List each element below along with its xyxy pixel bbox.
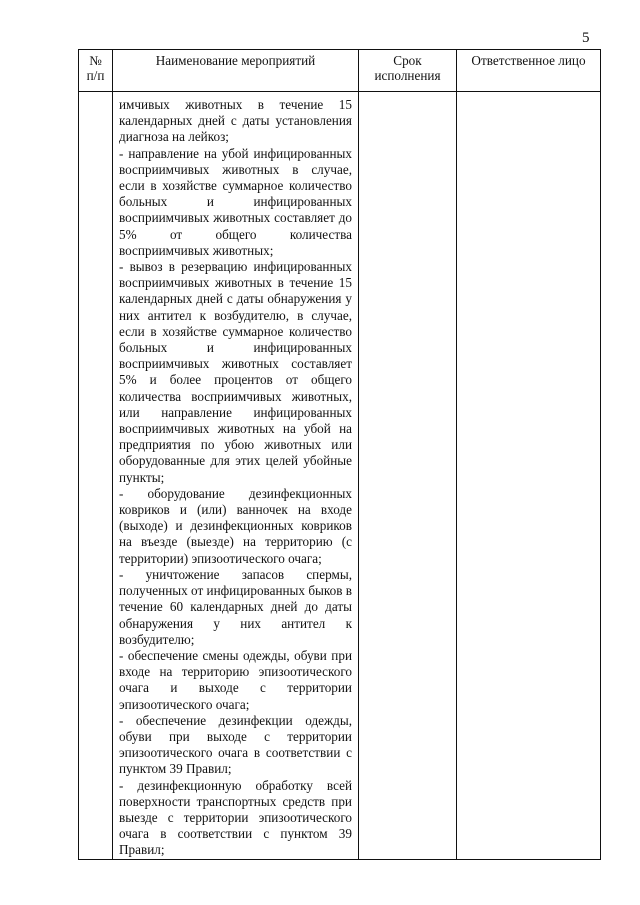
header-term xyxy=(359,50,457,92)
header-term-line1: Срок xyxy=(393,53,422,68)
measure-paragraph: - оборудование дезинфекционных ковриков и (или) ванночек на входе (выходе) и дезинфекционных ковриков на въезде (выезде) на территорию (с территории) эпизоотического очага; xyxy=(119,485,352,566)
header-number-line2: п/п xyxy=(86,68,105,83)
cell-responsible xyxy=(457,92,601,860)
measure-paragraph: - обеспечение дезинфекции одежды, обуви при выходе с территории эпизоотического очага в соответствии с пунктом 39 Правил; xyxy=(119,712,352,777)
table-row xyxy=(79,92,601,860)
header-number-line1: № xyxy=(89,53,102,68)
measures-text xyxy=(113,92,358,859)
header-name: Наименование мероприятий xyxy=(113,50,359,92)
measures-table xyxy=(78,49,601,860)
measure-paragraph: - уничтожение запасов спермы, полученных от инфицированных быков в течение 60 календарных дней до даты обнаружения у них антител к возбудителю; xyxy=(119,566,352,647)
measure-paragraph: - обеспечение смены одежды, обуви при входе на территорию эпизоотического очага и выходе с территории эпизоотического очага; xyxy=(119,647,352,712)
measure-paragraph: имчивых животных в течение 15 календарных дней с даты установления диагноза на лейкоз; xyxy=(119,97,352,145)
cell-number xyxy=(79,92,113,860)
table-header-row xyxy=(79,50,601,92)
measure-paragraph: - направление на убой инфицированных восприимчивых животных в случае, если в хозяйстве суммарное количество больных и инфицированных восприимчивых животных составляет до 5% от общего количества восприимчивых животных; xyxy=(119,145,352,258)
page-number: 5 xyxy=(582,30,590,46)
header-number xyxy=(79,50,113,92)
header-responsible: Ответственное лицо xyxy=(457,50,601,92)
measure-paragraph: - дезинфекционную обработку всей поверхности транспортных средств при выезде с территории эпизоотического очага в соответствии с пунктом 39 Правил; xyxy=(119,777,352,858)
cell-term xyxy=(359,92,457,860)
header-term-line2: исполнения xyxy=(374,68,441,83)
measure-paragraph: - вывоз в резервацию инфицированных восприимчивых животных в течение 15 календарных дней с даты обнаружения у них антител к возбудителю, в случае, если в хозяйстве суммарное количество больных и инфицированных восприимчивых животных составляет 5% и более процентов от общего количества восприимчивых животных, или направление инфицированных восприимчивых животных на убой на предприятия по убою животных или оборудованные для этих целей убойные пункты; xyxy=(119,259,352,485)
cell-measures xyxy=(113,92,359,860)
